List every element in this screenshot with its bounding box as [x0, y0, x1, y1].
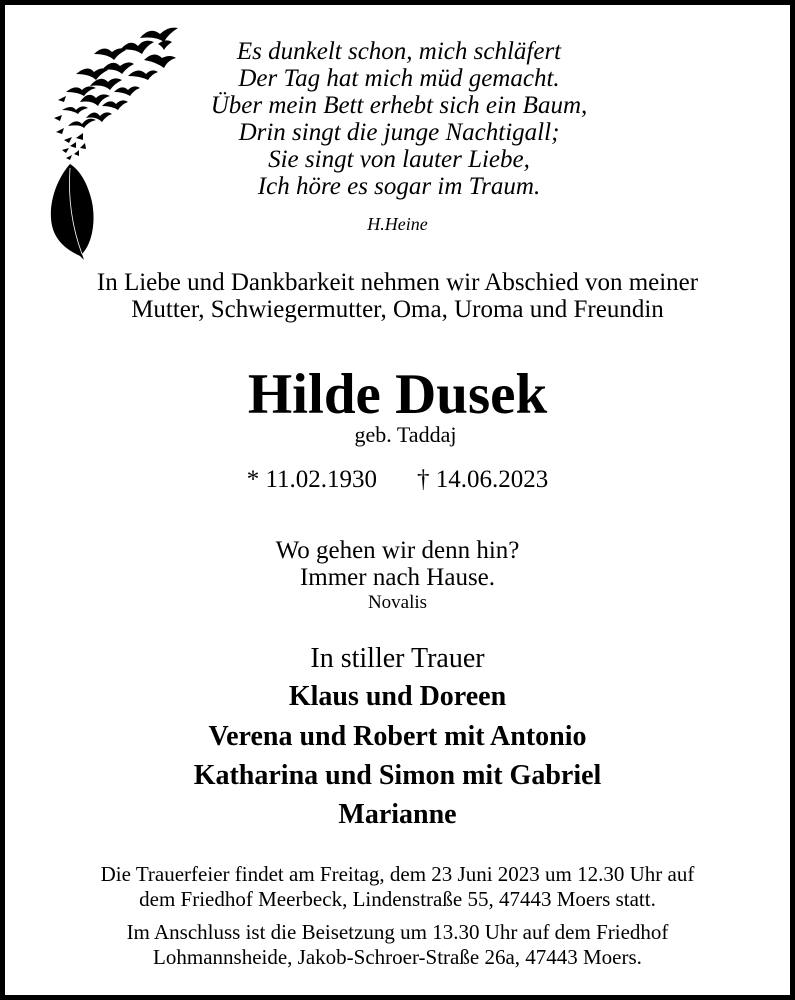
- birth-date: * 11.02.1930: [246, 466, 378, 493]
- ceremony-line: dem Friedhof Meerbeck, Lindenstraße 55, 47443 Moers statt.: [139, 887, 656, 911]
- quote-author: Novalis: [367, 592, 428, 613]
- burial-line: Im Anschluss ist die Beisetzung um 13.30 Uhr auf dem Friedhof: [126, 920, 669, 944]
- mourner-name: Verena und Robert mit Antonio: [208, 721, 587, 752]
- mourner-name: Katharina und Simon mit Gabriel: [193, 760, 602, 791]
- poem-author: H.Heine: [367, 214, 428, 234]
- ceremony-line: Die Trauerfeier findet am Freitag, dem 23 Juni 2023 um 12.30 Uhr auf: [100, 862, 695, 886]
- cross-icon: †: [417, 466, 430, 493]
- intro-line: In Liebe und Dankbarkeit nehmen wir Abschied von meiner: [96, 269, 699, 296]
- deceased-name: Hilde Dusek: [247, 363, 548, 426]
- death-date: 14.06.2023: [435, 466, 549, 493]
- burial-line: Lohmannsheide, Jakob-Schroer-Straße 26a, 47443 Moers.: [153, 945, 642, 969]
- quote-line: Wo gehen wir denn hin?: [275, 537, 520, 564]
- maiden-name: geb. Taddaj: [354, 422, 457, 447]
- poem-line: Sie singt von lauter Liebe,: [268, 146, 530, 173]
- poem-line: Es dunkelt schon, mich schläfert: [236, 38, 562, 65]
- life-dates: [0, 467, 795, 492]
- mourners-heading: In stiller Trauer: [310, 643, 485, 674]
- death-date-group: [417, 467, 548, 492]
- poem-line: Drin singt die junge Nachtigall;: [238, 119, 560, 146]
- intro-line: Mutter, Schwiegermutter, Oma, Uroma und Freundin: [131, 296, 664, 323]
- poem-line: Über mein Bett erhebt sich ein Baum,: [210, 92, 588, 119]
- mourner-name: Marianne: [338, 799, 457, 830]
- poem-line: Der Tag hat mich müd gemacht.: [238, 65, 560, 92]
- poem-line: Ich höre es sogar im Traum.: [257, 173, 541, 200]
- mourner-name: Klaus und Doreen: [288, 681, 507, 712]
- quote-line: Immer nach Hause.: [299, 564, 496, 591]
